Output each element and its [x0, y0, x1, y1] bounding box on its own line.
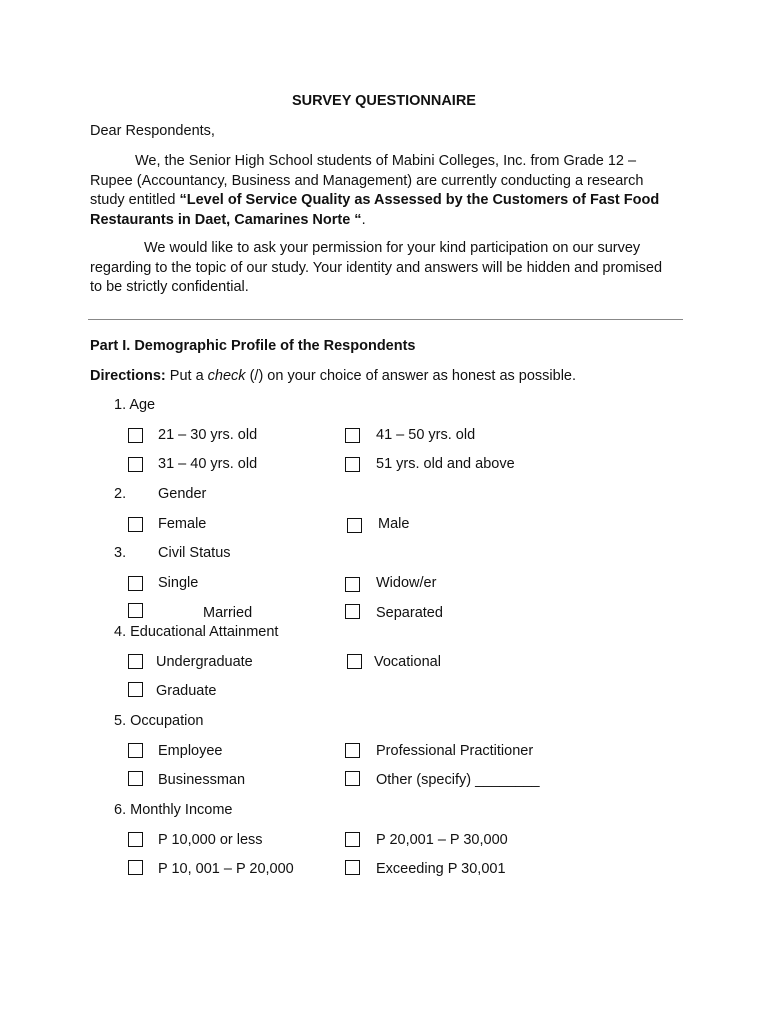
option-separated: Separated [376, 605, 443, 621]
checkbox-graduate[interactable] [128, 682, 143, 697]
directions-text-a: Put a [165, 368, 208, 384]
question-occupation: 5. Occupation [114, 713, 204, 729]
option-businessman: Businessman [158, 772, 246, 788]
study-title: “Level of Service Quality as Assessed by the Customers of Fast Food Restaurants in Daet, Camarines Norte “ [90, 192, 660, 228]
option-income-10000-less: P 10,000 or less [158, 832, 263, 848]
checkbox-age-51-above[interactable] [345, 457, 360, 472]
option-female: Female [158, 516, 207, 532]
page-title: SURVEY QUESTIONNAIRE [292, 93, 476, 109]
option-widower: Widow/er [376, 575, 437, 591]
option-income-10001-20000: P 10, 001 – P 20,000 [158, 861, 294, 877]
checkbox-widower[interactable] [345, 577, 360, 592]
question-civil-status: Civil Status [158, 545, 231, 561]
option-graduate: Graduate [156, 683, 217, 699]
option-vocational: Vocational [374, 654, 441, 670]
question-income: 6. Monthly Income [114, 802, 233, 818]
option-male: Male [378, 516, 410, 532]
option-age-41-50: 41 – 50 yrs. old [376, 427, 476, 443]
question-age: 1. Age [114, 397, 156, 413]
checkbox-separated[interactable] [345, 604, 360, 619]
checkbox-income-exceeding-30001[interactable] [345, 860, 360, 875]
intro-text: We, the Senior High School students of Mabini Colleges, Inc. from Grade 12 – Rupee (Accountancy, Business and Management) are currently conducting a research study entitled [90, 153, 644, 208]
option-other: Other (specify) ________ [376, 772, 540, 788]
checkbox-undergraduate[interactable] [128, 654, 143, 669]
checkbox-employee[interactable] [128, 743, 143, 758]
checkbox-businessman[interactable] [128, 771, 143, 786]
checkbox-income-10001-20000[interactable] [128, 860, 143, 875]
permission-paragraph: We would like to ask your permission for your kind participation on our survey regarding to the topic of our study. Your identity and answers will be hidden and promised to be strictly confidential. [90, 240, 663, 295]
intro-end: . [361, 211, 366, 228]
checkbox-age-21-30[interactable] [128, 428, 143, 443]
checkbox-income-10000-less[interactable] [128, 832, 143, 847]
option-income-20001-30000: P 20,001 – P 30,000 [376, 832, 508, 848]
option-age-51-above: 51 yrs. old and above [376, 456, 515, 472]
directions [90, 368, 576, 384]
part1-heading: Part I. Demographic Profile of the Respondents [90, 338, 416, 354]
section-divider [88, 319, 683, 320]
question-civil-number: 3. [114, 545, 127, 561]
checkbox-income-20001-30000[interactable] [345, 832, 360, 847]
option-single: Single [158, 575, 199, 591]
checkbox-other[interactable] [345, 771, 360, 786]
checkbox-single[interactable] [128, 576, 143, 591]
checkbox-vocational[interactable] [347, 654, 362, 669]
checkbox-married[interactable] [128, 603, 143, 618]
salutation: Dear Respondents, [90, 123, 215, 139]
option-age-31-40: 31 – 40 yrs. old [158, 456, 258, 472]
checkbox-age-31-40[interactable] [128, 457, 143, 472]
checkbox-male[interactable] [347, 518, 362, 533]
checkbox-age-41-50[interactable] [345, 428, 360, 443]
option-age-21-30: 21 – 30 yrs. old [158, 427, 258, 443]
directions-check: check [207, 368, 246, 384]
checkbox-female[interactable] [128, 517, 143, 532]
option-professional: Professional Practitioner [376, 743, 534, 759]
checkbox-professional[interactable] [345, 743, 360, 758]
option-married: Married [203, 605, 253, 621]
question-gender-number: 2. [114, 486, 127, 502]
directions-label: Directions: [90, 368, 166, 384]
option-undergraduate: Undergraduate [156, 654, 253, 670]
question-education: 4. Educational Attainment [114, 624, 279, 640]
directions-text-b: (/) on your choice of answer as honest as possible. [245, 368, 577, 384]
intro-paragraph [90, 152, 670, 230]
question-gender: Gender [158, 486, 207, 502]
option-employee: Employee [158, 743, 223, 759]
option-income-exceeding-30001: Exceeding P 30,001 [376, 861, 506, 877]
